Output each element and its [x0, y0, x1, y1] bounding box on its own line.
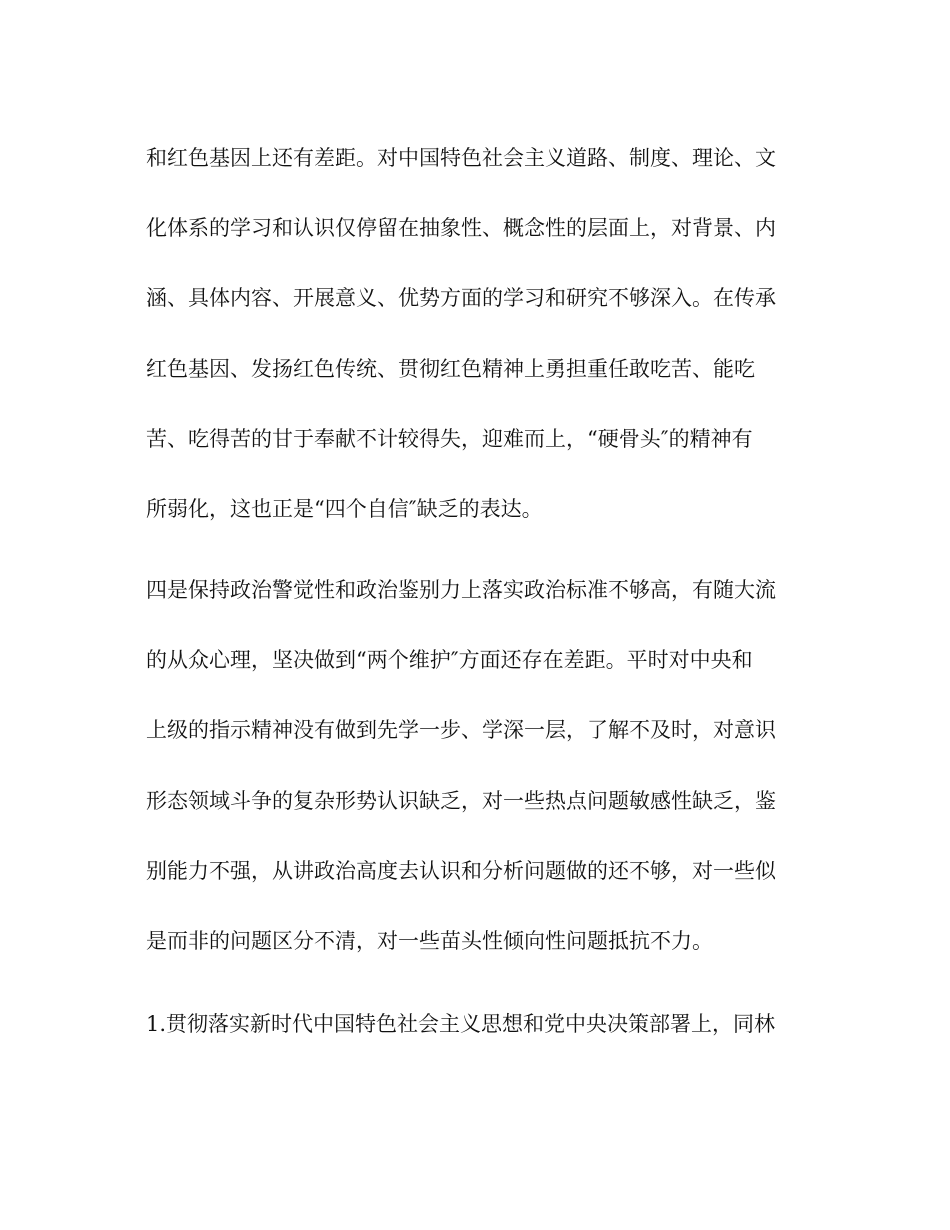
- text-line-3: 涵、具体内容、开展意义、优势方面的学习和研究不够深入。在传承: [146, 286, 776, 310]
- text-line-8: 的从众心理，坚决做到“两个维护″方面还存在差距。平时对中央和: [146, 648, 753, 672]
- text-line-9: 上级的指示精神没有做到先学一步、学深一层，了解不及时，对意识: [146, 718, 776, 742]
- text-line-12: 是而非的问题区分不清，对一些苗头性倾向性问题抵抗不力。: [146, 929, 713, 953]
- text-line-7: 四是保持政治警觉性和政治鉴别力上落实政治标准不够高，有随大流: [146, 578, 776, 602]
- text-line-10: 形态领域斗争的复杂形势认识缺乏，对一些热点问题敏感性缺乏，鉴: [146, 789, 776, 813]
- text-line-11: 别能力不强，从讲政治高度去认识和分析问题做的还不够，对一些似: [146, 859, 776, 883]
- text-line-2: 化体系的学习和认识仅停留在抽象性、概念性的层面上，对背景、内: [146, 216, 776, 240]
- text-line-5: 苦、吃得苦的甘于奉献不计较得失，迎难而上，“硬骨头″的精神有: [146, 427, 753, 451]
- text-line-13: 1.贯彻落实新时代中国特色社会主义思想和党中央决策部署上，同林: [146, 1012, 776, 1036]
- text-line-6: 所弱化，这也正是“四个自信″缺乏的表达。: [146, 497, 543, 521]
- text-line-4: 红色基因、发扬红色传统、贯彻红色精神上勇担重任敢吃苦、能吃: [146, 357, 755, 381]
- text-line-1: 和红色基因上还有差距。对中国特色社会主义道路、制度、理论、文: [146, 146, 776, 170]
